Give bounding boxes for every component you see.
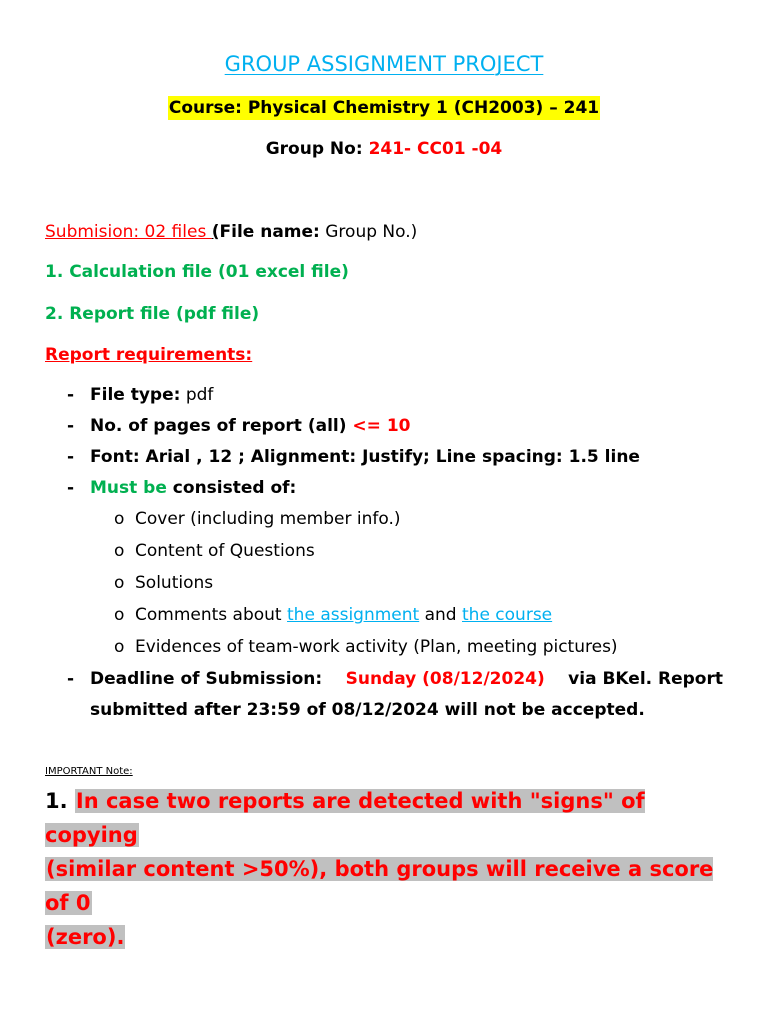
deadline-via: via BKel. Report	[568, 669, 723, 689]
warning-line-3	[45, 920, 725, 954]
submission-label: Submision: 02 files	[45, 222, 212, 242]
sub-bullet: o	[114, 541, 125, 561]
deadline-line-2: submitted after 23:59 of 08/12/2024 will not be accepted.	[90, 700, 645, 720]
bullet-dash: -	[67, 385, 75, 405]
important-note-label: IMPORTANT Note:	[45, 766, 133, 777]
file-item-report: 2. Report file (pdf file)	[45, 304, 260, 324]
file-item-calculation: 1. Calculation file (01 excel file)	[45, 262, 349, 282]
warning-text-3: (zero).	[46, 925, 125, 949]
pages-label: No. of pages of report (all)	[90, 416, 353, 436]
bullet-dash: -	[67, 447, 75, 467]
file-name-value: Group No.)	[319, 222, 418, 242]
deadline-label: Deadline of Submission:	[90, 669, 323, 689]
consist-item-cover: Cover (including member info.)	[135, 509, 401, 529]
bullet-dash: -	[67, 669, 75, 689]
group-line	[0, 139, 768, 159]
comments-prefix: Comments about	[135, 605, 288, 625]
sub-bullet: o	[114, 509, 125, 529]
file-type-value: pdf	[180, 385, 214, 405]
req-file-type	[90, 385, 213, 405]
bullet-dash: -	[67, 416, 75, 436]
must-be-label: Must be	[90, 478, 167, 498]
submission-paren: (	[211, 222, 220, 242]
consist-item-solutions: Solutions	[135, 573, 214, 593]
warning-block	[45, 784, 725, 954]
requirements-heading: Report requirements:	[45, 345, 253, 365]
deadline-block	[90, 664, 723, 726]
submission-line	[45, 222, 417, 242]
warning-line-1	[45, 784, 725, 852]
warning-line-2	[45, 852, 725, 920]
bullet-dash: -	[67, 478, 75, 498]
req-must-be	[90, 478, 296, 498]
course-line	[0, 98, 768, 118]
group-value: 241- CC01 -04	[368, 139, 503, 159]
page-title: GROUP ASSIGNMENT PROJECT	[224, 52, 544, 76]
course-link[interactable]: the course	[462, 605, 553, 625]
warning-text-2: (similar content >50%), both groups will receive a score of 0	[45, 857, 714, 915]
deadline-date: Sunday (08/12/2024)	[345, 669, 545, 689]
comments-mid: and	[419, 605, 462, 625]
consist-item-questions: Content of Questions	[135, 541, 315, 561]
course-highlight: Course: Physical Chemistry 1 (CH2003) – 241	[168, 98, 600, 118]
req-pages	[90, 416, 411, 436]
sub-bullet: o	[114, 573, 125, 593]
sub-bullet: o	[114, 605, 125, 625]
deadline-line-1	[90, 664, 723, 695]
consist-item-evidences: Evidences of team-work activity (Plan, meeting pictures)	[135, 637, 618, 657]
file-type-label: File type:	[90, 385, 181, 405]
consist-item-comments	[135, 605, 552, 625]
file-name-label: File name:	[219, 222, 320, 242]
pages-value: <= 10	[352, 416, 411, 436]
warning-text-1: In case two reports are detected with "signs" of copying	[45, 789, 645, 847]
consisted-of-label: consisted of:	[166, 478, 297, 498]
req-font: Font: Arial , 12 ; Alignment: Justify; Line spacing: 1.5 line	[90, 447, 640, 467]
group-label: Group No:	[265, 139, 369, 159]
sub-bullet: o	[114, 637, 125, 657]
assignment-link[interactable]: the assignment	[287, 605, 420, 625]
warning-number: 1.	[45, 789, 75, 813]
